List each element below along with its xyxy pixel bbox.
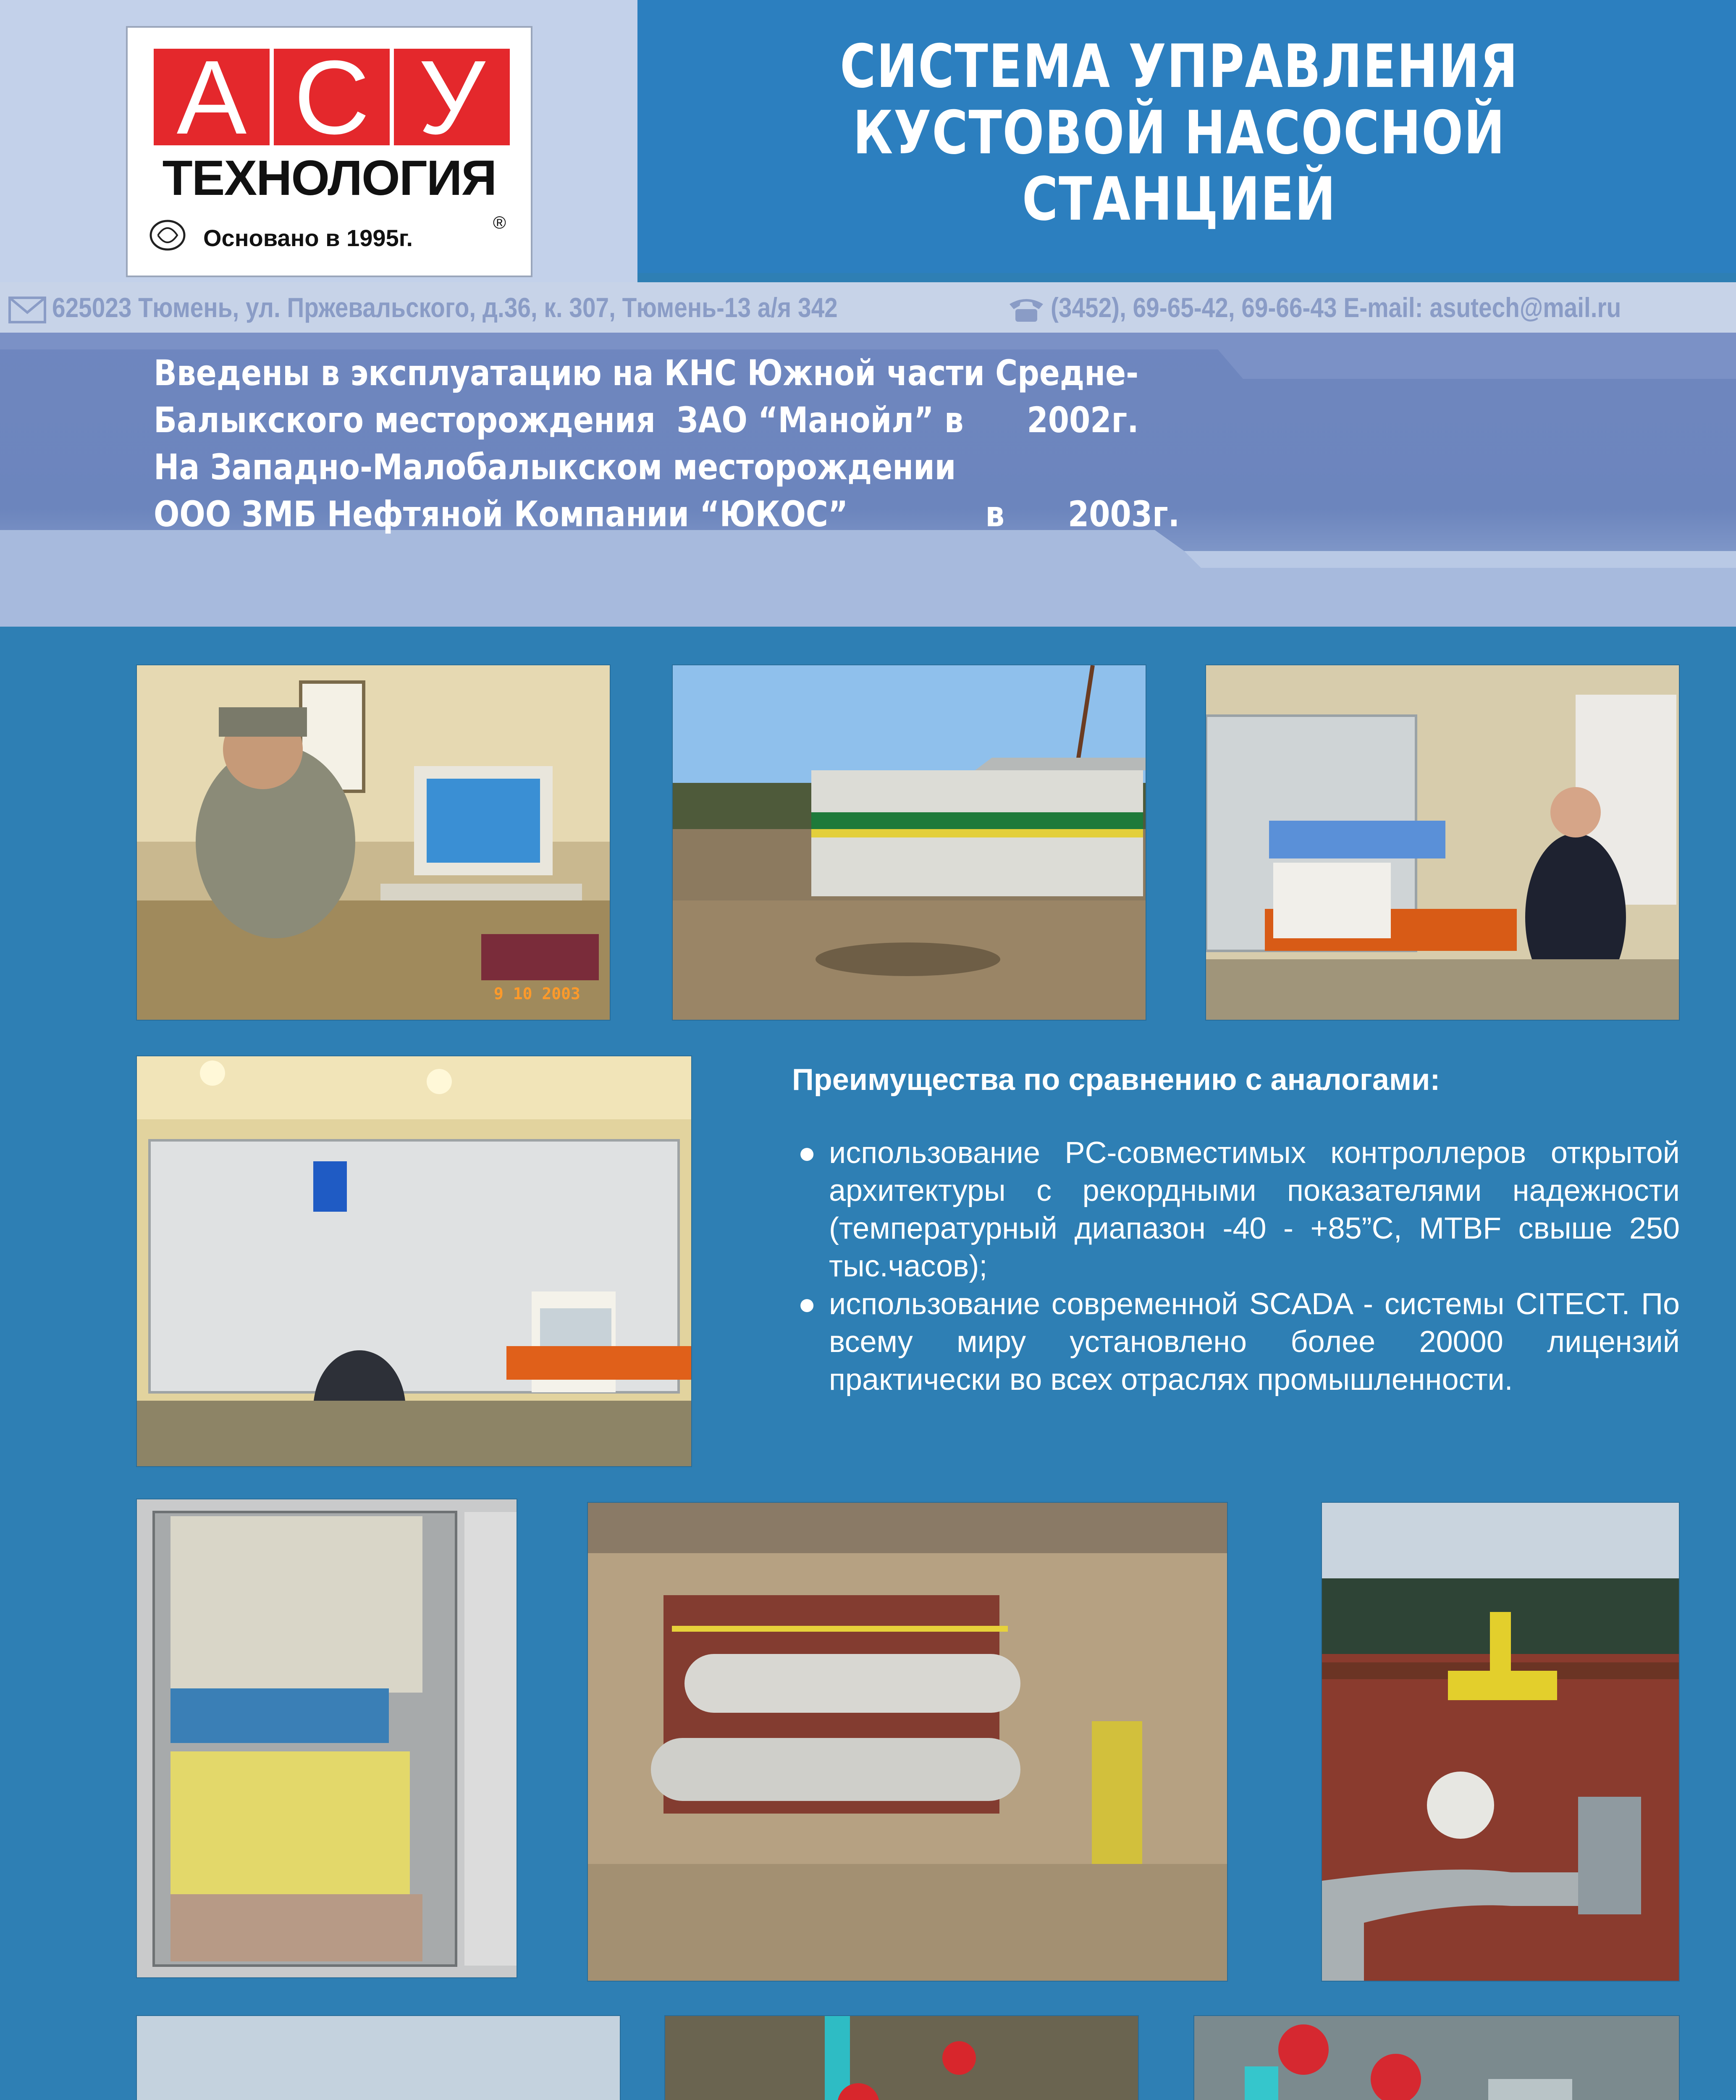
photo-separators-aerial[interactable] [588, 1503, 1227, 1981]
photo-control-panels[interactable] [137, 1056, 691, 1466]
phone-email-text: (3452), 69-65-42, 69-66-43 E-mail: asutech@mail.ru [1051, 292, 1621, 323]
bullet-icon: ● [798, 1287, 816, 1321]
page-title [735, 34, 1623, 233]
phone-icon [1008, 297, 1045, 323]
envelope-icon [8, 297, 46, 323]
intro-line: На Западно-Малобалыкском месторождении [154, 446, 956, 488]
photo-date-overlay: 9 10 2003 [494, 984, 580, 1003]
photo-pump-units[interactable] [665, 2016, 1138, 2100]
company-logo[interactable] [126, 26, 532, 277]
logo-letter-a: А [154, 49, 274, 145]
contact-bar [0, 282, 1736, 333]
intro-line: Балыкского месторождения ЗАО “Манойл” в 2002г. [154, 399, 1139, 441]
photo-operator-workstation[interactable] [137, 665, 610, 1020]
deployment-info [154, 349, 1180, 538]
title-line: КУСТОВОЙ НАСОСНОЙ [853, 98, 1505, 168]
logo-founded-text: Основано в 1995г. [203, 225, 413, 251]
logo-company-name: ТЕХНОЛОГИЯ [162, 150, 496, 206]
advantages-title: Преимущества по сравнению с аналогами: [792, 1063, 1440, 1097]
intro-line: ООО ЗМБ Нефтяной Компании “ЮКОС” в 2003г. [154, 494, 1180, 535]
postal-address [8, 291, 965, 323]
advantages-list [794, 1134, 1680, 1399]
header-title-panel [637, 0, 1736, 273]
phone-email[interactable] [1008, 291, 1714, 323]
bullet-icon: ● [798, 1136, 816, 1170]
photo-controller-cabinet[interactable] [137, 1499, 517, 1977]
logo-letter-u: У [394, 49, 510, 145]
iso-seal-icon [144, 208, 191, 259]
announcement-band [0, 333, 1736, 627]
advantage-text: использование PC-совместимых контроллеров открытой архитектуры с рекордными показателями надежности (температурный диапазон -40 - +85”C, MTBF свыше 250 тыс.часов); [829, 1136, 1680, 1283]
photo-pipework-valves[interactable] [1194, 2016, 1679, 2100]
intro-line: Введены в эксплуатацию на КНС Южной части Средне- [154, 352, 1139, 394]
photo-pump-station-building[interactable] [673, 665, 1146, 1020]
header-left-panel [0, 0, 637, 282]
photo-valve-platform[interactable] [1322, 1503, 1679, 1981]
logo-letter-s: С [274, 49, 394, 145]
registered-mark: ® [493, 213, 506, 232]
list-item [794, 1134, 1680, 1285]
photo-control-room[interactable] [1206, 665, 1679, 1020]
list-item [794, 1285, 1680, 1399]
logo-letters [154, 39, 510, 156]
title-line: СИСТЕМА УПРАВЛЕНИЯ [840, 32, 1518, 101]
photo-field-site-car[interactable] [137, 2016, 620, 2100]
address-text: 625023 Тюмень, ул. Пржевальского, д.36, к. 307, Тюмень-13 а/я 342 [52, 292, 838, 323]
title-line: СТАНЦИЕЙ [1022, 165, 1337, 234]
advantage-text: использование современной SCADA - системы CITECT. По всему миру установлено более 20000 лицензий практически во всех отраслях промышленности. [829, 1287, 1680, 1396]
